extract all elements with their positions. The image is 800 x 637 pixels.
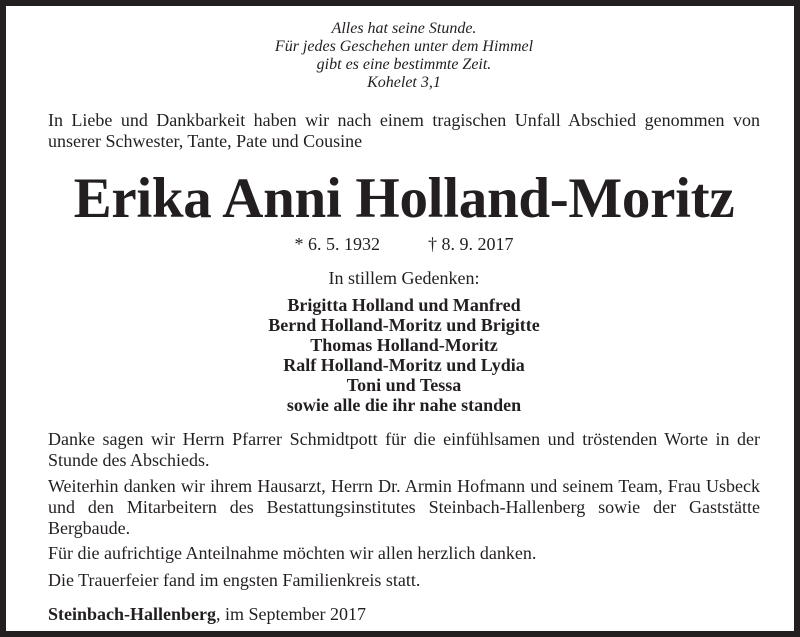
remembrance-label: In stillem Gedenken: <box>328 268 480 288</box>
quote-line: Für jedes Geschehen unter dem Himmel <box>274 38 534 55</box>
closing-date: , im September 2017 <box>216 604 366 624</box>
mourner-line: Bernd Holland-Moritz und Brigitte <box>268 315 540 335</box>
quote-source: Kohelet 3,1 <box>367 74 441 91</box>
thanks-paragraph-doctor: Weiterhin danken wir ihrem Hausarzt, Herrn Dr. Armin Hofmann und seinem Team, Frau Usbeck und den Mitarbeitern des Bestattungsinstitutes Steinbach-Hallenberg sowie der Gaststätte Bergbaude. <box>48 476 760 538</box>
mourner-line: Thomas Holland-Moritz <box>310 335 498 355</box>
mourner-line: Brigitta Holland und Manfred <box>287 295 521 315</box>
closing-place: Steinbach-Hallenberg <box>48 604 217 624</box>
thanks-paragraph-pastor: Danke sagen wir Herrn Pfarrer Schmidtpott für die einfühlsamen und tröstenden Worte in der Stunde des Abschieds. <box>48 429 760 470</box>
death-date: † 8. 9. 2017 <box>428 234 514 254</box>
intro-text: In Liebe und Dankbarkeit haben wir nach einem tragischen Unfall Abschied genommen von unserer Schwester, Tante, Pate und Cousine <box>48 110 760 151</box>
bible-quote <box>48 20 760 92</box>
mourners-list <box>48 295 760 415</box>
mourner-line: Toni und Tessa <box>346 375 462 395</box>
quote-line: gibt es eine bestimmte Zeit. <box>316 56 492 73</box>
quote-line: Alles hat seine Stunde. <box>331 20 477 37</box>
thanks-paragraph-sympathy: Für die aufrichtige Anteilnahme möchten wir allen herzlich danken. <box>48 543 537 563</box>
deceased-name: Erika Anni Holland-Moritz <box>73 167 735 230</box>
closing-line <box>48 604 760 625</box>
funeral-note: Die Trauerfeier fand im engsten Familienkreis statt. <box>48 570 421 590</box>
mourner-line: sowie alle die ihr nahe standen <box>286 395 522 415</box>
life-dates <box>48 234 760 255</box>
birth-date: * 6. 5. 1932 <box>294 234 380 254</box>
mourner-line: Ralf Holland-Moritz und Lydia <box>283 355 525 375</box>
